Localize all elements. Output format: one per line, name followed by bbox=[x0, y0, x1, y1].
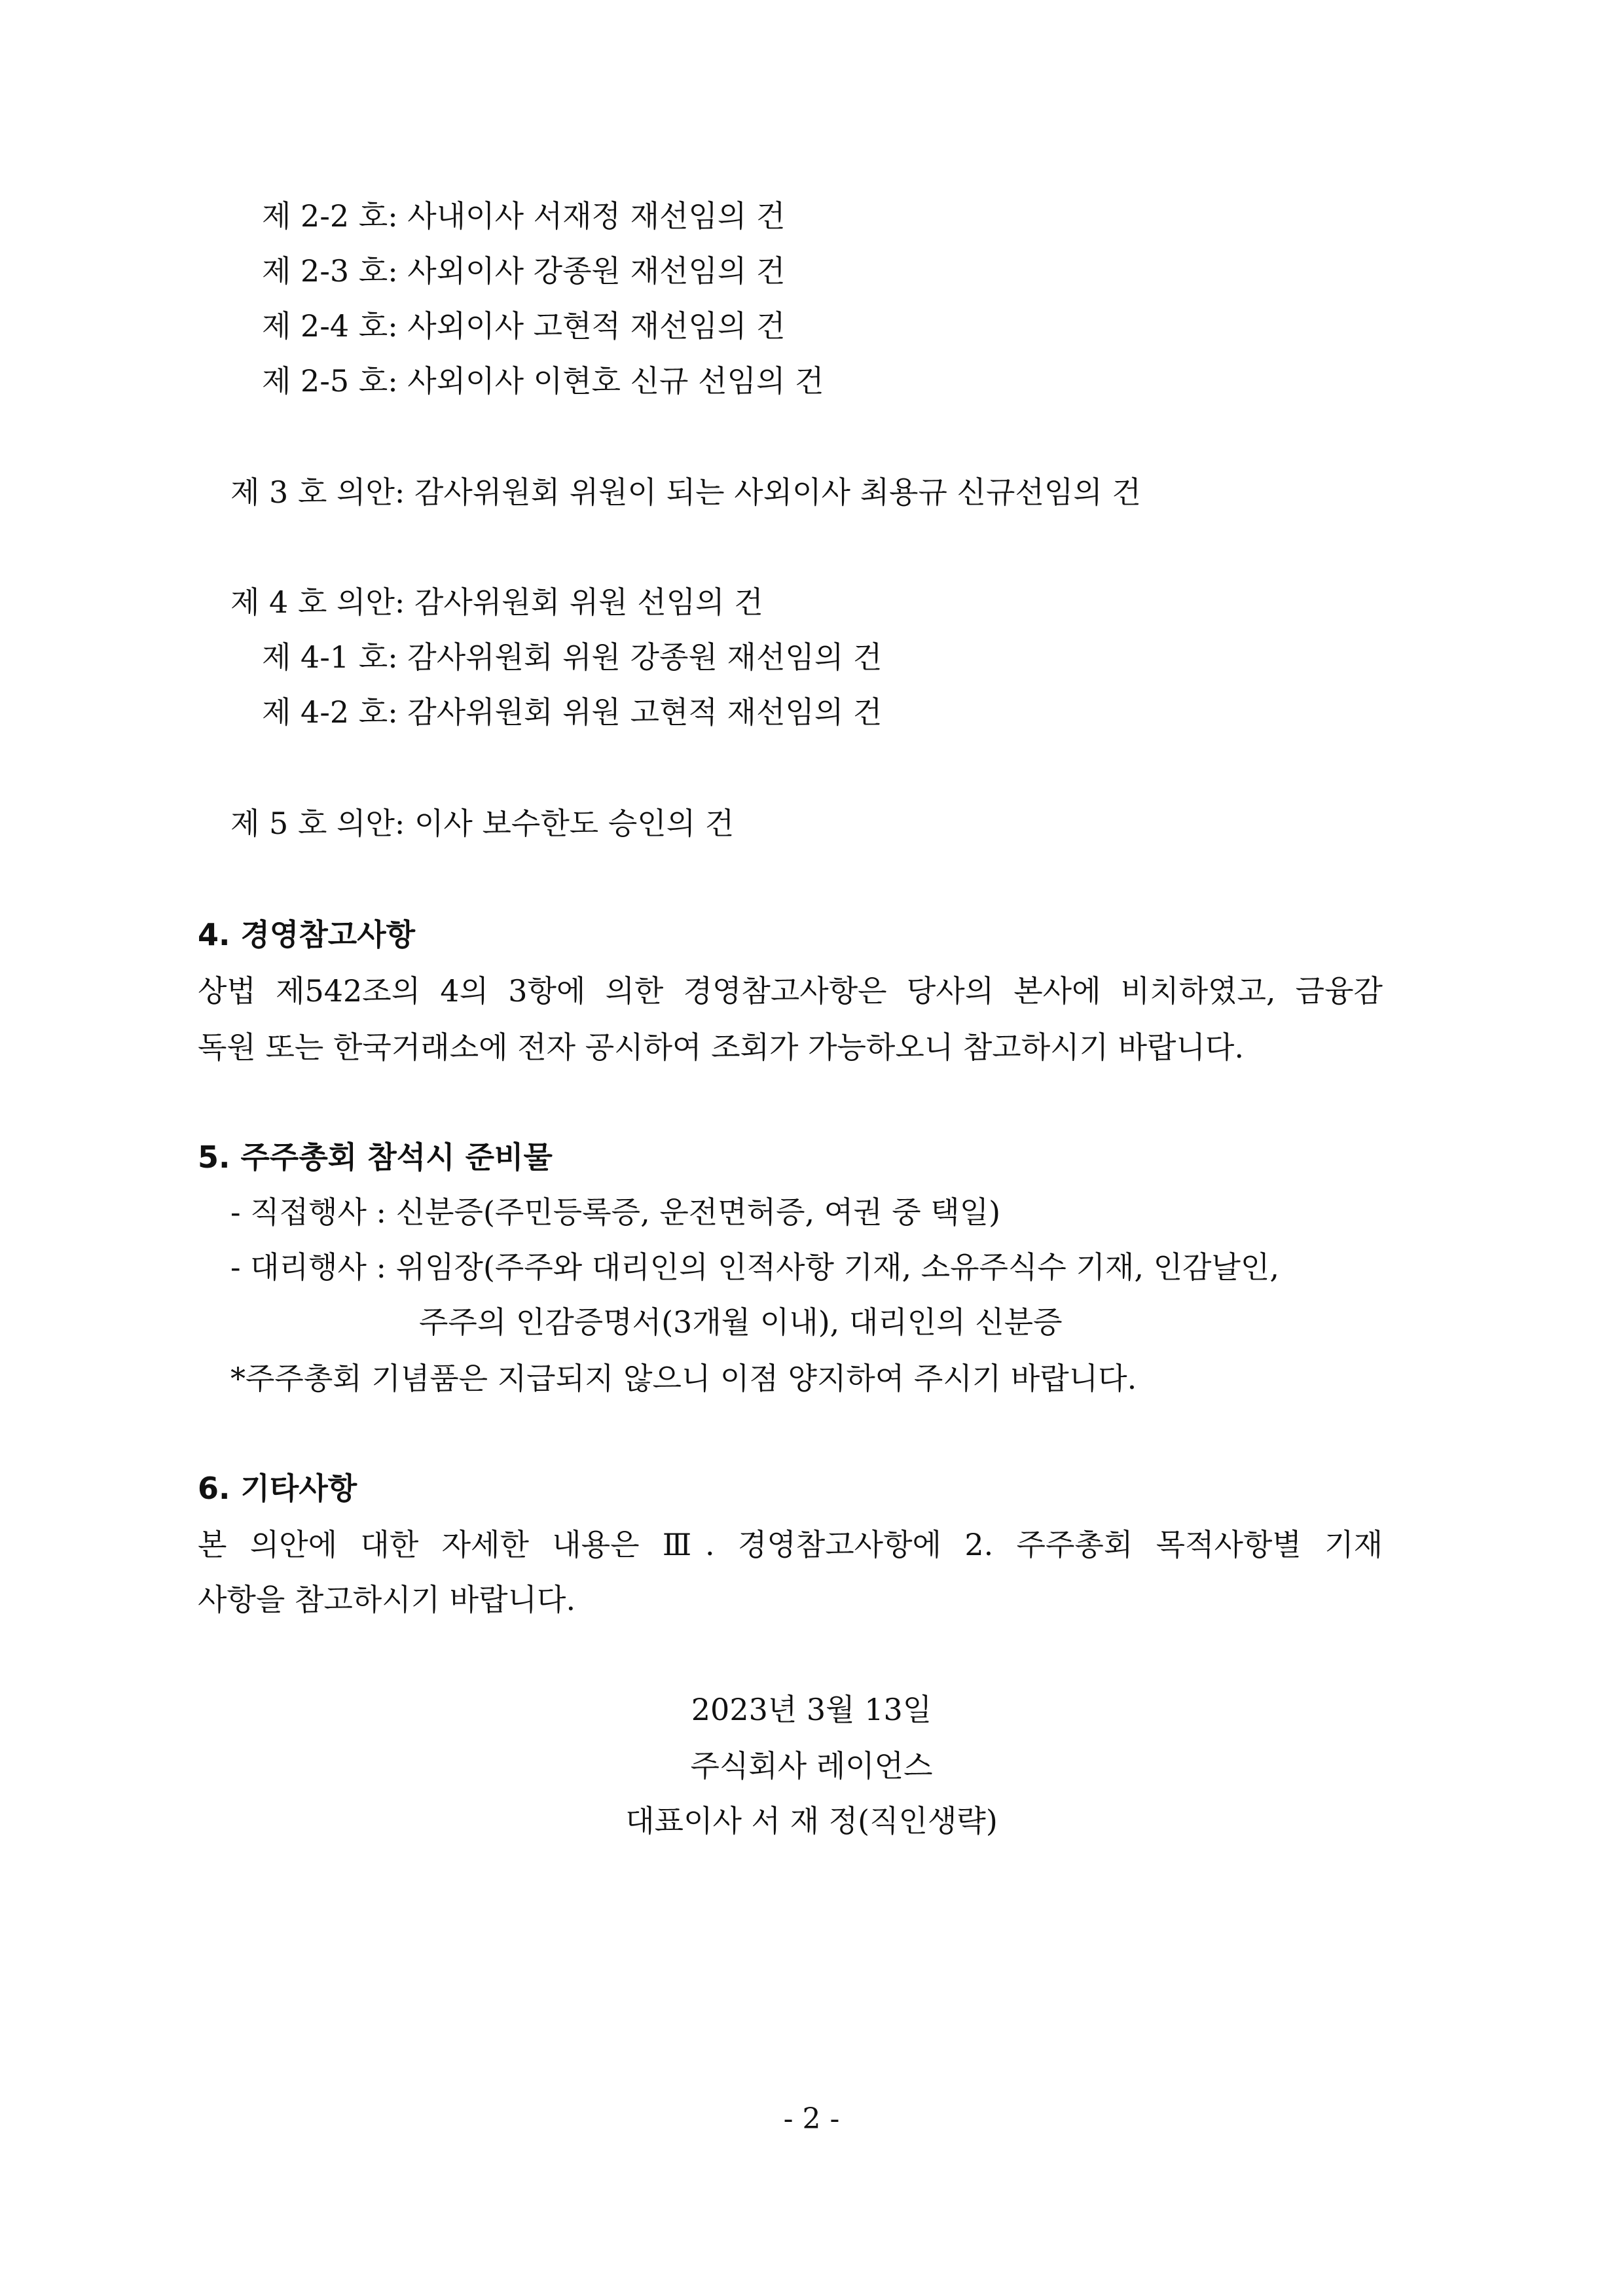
section-5-direct: - 직접행사 : 신분증(주민등록증, 운전면허증, 여권 중 택일) bbox=[230, 1194, 1001, 1230]
section-4-heading: 4. 경영참고사항 bbox=[198, 917, 416, 952]
section-5-proxy-line-2: 주주의 인감증명서(3개월 이내), 대리인의 신분증 bbox=[419, 1304, 1063, 1340]
signature-ceo: 대표이사 서 재 정(직인생략) bbox=[625, 1803, 998, 1839]
section-6-heading: 6. 기타사항 bbox=[198, 1471, 357, 1506]
agenda-item-2-4: 제 2-4 호: 사외이사 고현적 재선임의 건 bbox=[262, 308, 786, 344]
section-4-text-line-2: 독원 또는 한국거래소에 전자 공시하여 조회가 가능하오니 참고하시기 바랍니다. bbox=[198, 1030, 1244, 1065]
agenda-item-3: 제 3 호 의안: 감사위원회 위원이 되는 사외이사 최용규 신규선임의 건 bbox=[230, 475, 1141, 510]
section-6-text-line-1: 본 의안에 대한 자세한 내용은 Ⅲ. 경영참고사항에 2. 주주총회 목적사항별 기재 bbox=[198, 1527, 1383, 1562]
agenda-item-4: 제 4 호 의안: 감사위원회 위원 선임의 건 bbox=[230, 584, 763, 620]
agenda-item-5: 제 5 호 의안: 이사 보수한도 승인의 건 bbox=[230, 806, 735, 841]
signature-date: 2023년 3월 13일 bbox=[691, 1692, 932, 1727]
agenda-item-2-5: 제 2-5 호: 사외이사 이현호 신규 선임의 건 bbox=[262, 363, 824, 399]
signature-company: 주식회사 레이언스 bbox=[690, 1748, 933, 1784]
section-5-heading: 5. 주주총회 참석시 준비물 bbox=[198, 1139, 553, 1175]
section-4-text-line-1: 상법 제542조의 4의 3항에 의한 경영참고사항은 당사의 본사에 비치하였고, 금융감 bbox=[198, 973, 1383, 1009]
agenda-item-4-2: 제 4-2 호: 감사위원회 위원 고현적 재선임의 건 bbox=[262, 694, 883, 730]
section-6-text-line-2: 사항을 참고하시기 바랍니다. bbox=[198, 1582, 576, 1617]
agenda-item-2-3: 제 2-3 호: 사외이사 강종원 재선임의 건 bbox=[262, 253, 786, 289]
section-5-note: *주주총회 기념품은 지급되지 않으니 이점 양지하여 주시기 바랍니다. bbox=[230, 1361, 1137, 1396]
agenda-item-2-2: 제 2-2 호: 사내이사 서재정 재선임의 건 bbox=[262, 198, 786, 234]
section-5-proxy-line-1: - 대리행사 : 위임장(주주와 대리인의 인적사항 기재, 소유주식수 기재, 인감날인, bbox=[230, 1249, 1279, 1285]
agenda-item-4-1: 제 4-1 호: 감사위원회 위원 강종원 재선임의 건 bbox=[262, 639, 883, 675]
page-number: - 2 - bbox=[783, 2102, 840, 2136]
